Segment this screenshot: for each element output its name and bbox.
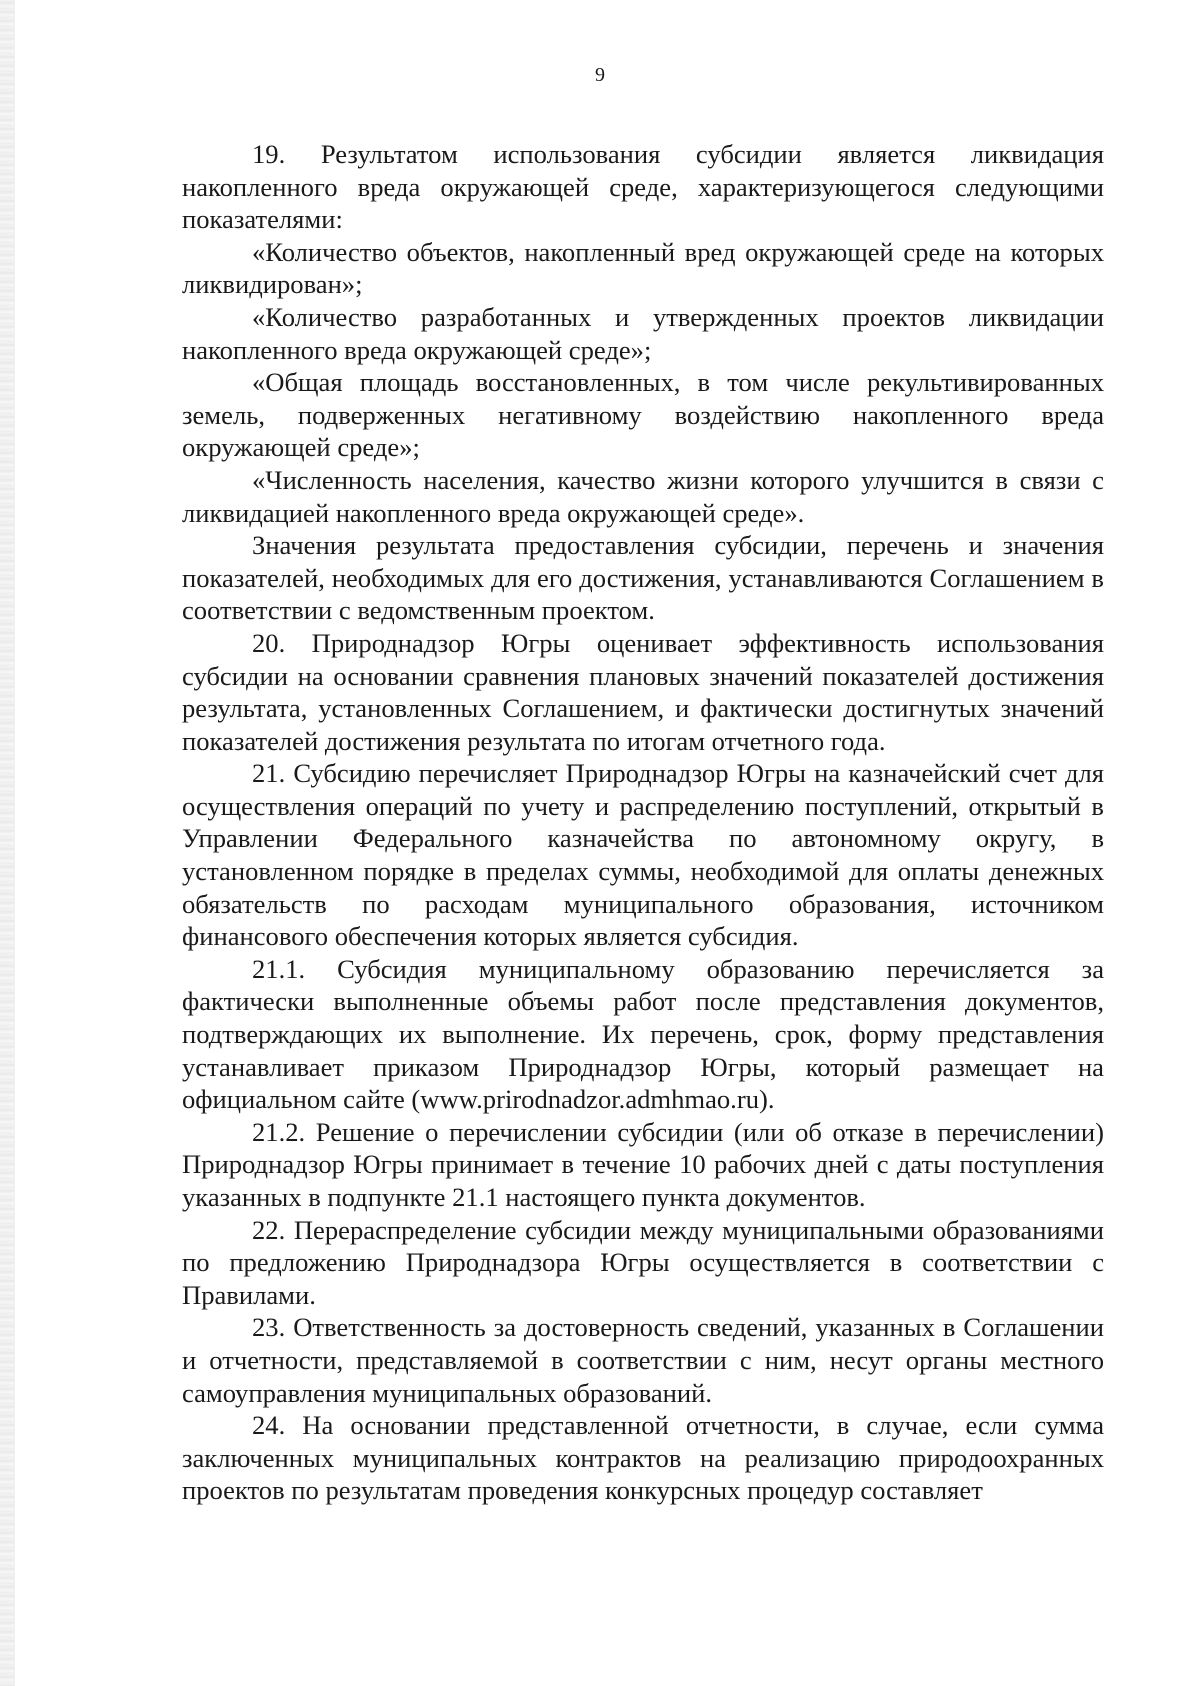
scan-edge xyxy=(0,0,15,1686)
paragraph-indicator-area: «Общая площадь восстановленных, в том числе рекультивированных земель, подверженных негативному воздействию накопленного вреда окружающей среде»; xyxy=(182,367,1104,463)
paragraph-indicator-population: «Численность населения, качество жизни которого улучшится в связи с ликвидацией накопленного вреда окружающей среде». xyxy=(182,464,1104,528)
paragraph-19: 19. Результатом использования субсидии является ликвидация накопленного вреда окружающей среде, характеризующегося следующими показателями: xyxy=(182,139,1104,235)
paragraph-23: 23. Ответственность за достоверность сведений, указанных в Соглашении и отчетности, представляемой в соответствии с ним, несут органы местного самоуправления муниципальных образований. xyxy=(182,1312,1104,1408)
paragraph-indicator-objects: «Количество объектов, накопленный вред окружающей среде на которых ликвидирован»; xyxy=(182,236,1104,300)
paragraph-22: 22. Перераспределение субсидии между муниципальными образованиями по предложению Природнадзора Югры осуществляется в соответствии с Правилами. xyxy=(182,1214,1104,1310)
paragraph-result-values: Значения результата предоставления субсидии, перечень и значения показателей, необходимых для его достижения, устанавливаются Соглашением в соответствии с ведомственным проектом. xyxy=(182,530,1104,626)
document-body xyxy=(182,138,1104,1507)
paragraph-20: 20. Природнадзор Югры оценивает эффективность использования субсидии на основании сравнения плановых значений показателей достижения результата, установленных Соглашением, и фактически достигнутых значений показателей достижения результата по итогам отчетного года. xyxy=(182,627,1104,756)
page-number: 9 xyxy=(595,64,605,86)
paragraph-indicator-projects: «Количество разработанных и утвержденных проектов ликвидации накопленного вреда окружающей среде»; xyxy=(182,301,1104,365)
paragraph-21-1: 21.1. Субсидия муниципальному образованию перечисляется за фактически выполненные объемы работ после представления документов, подтверждающих их выполнение. Их перечень, срок, форму представления устанавливает приказом Природнадзор Югры, который размещает на официальном сайте (www.prirodnadzor.admhmao.ru). xyxy=(182,953,1104,1115)
paragraph-21: 21. Субсидию перечисляет Природнадзор Югры на казначейский счет для осуществления операций по учету и распределению поступлений, открытый в Управлении Федерального казначейства по автономному округу, в установленном порядке в пределах суммы, необходимой для оплаты денежных обязательств по расходам муниципального образования, источником финансового обеспечения которых является субсидия. xyxy=(182,758,1104,952)
paragraph-24: 24. На основании представленной отчетности, в случае, если сумма заключенных муниципальных контрактов на реализацию природоохранных проектов по результатам проведения конкурсных процедур составляет xyxy=(182,1410,1104,1506)
paragraph-21-2: 21.2. Решение о перечислении субсидии (или об отказе в перечислении) Природнадзор Югры принимает в течение 10 рабочих дней с даты поступления указанных в подпункте 21.1 настоящего пункта документов. xyxy=(182,1116,1104,1212)
